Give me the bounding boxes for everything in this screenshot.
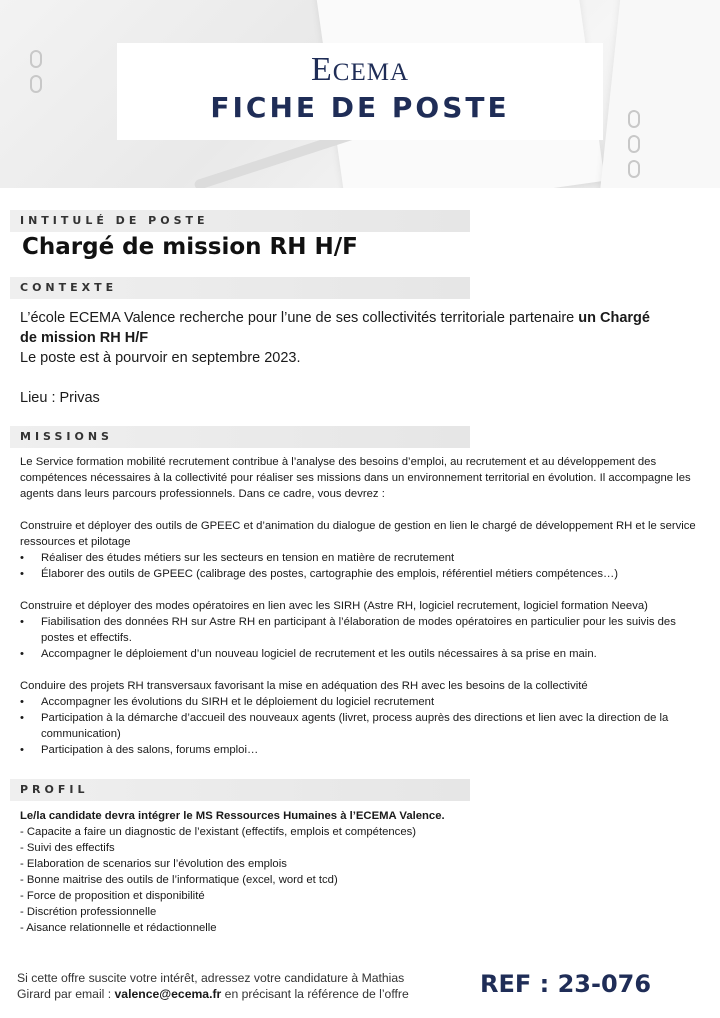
list-item xyxy=(20,646,710,662)
mission-heading: Construire et déployer des modes opératoires en lien avec les SIRH (Astre RH, logiciel recrutement, logiciel formation Neeva) xyxy=(20,600,648,612)
profil-body xyxy=(20,808,700,936)
mission-heading: Construire et déployer des outils de GPEEC et d’animation du dialogue de gestion en lien le chargé de développement RH et le service ressources et pilotage xyxy=(20,520,696,548)
page-title: FICHE DE POSTE xyxy=(210,91,510,124)
list-item xyxy=(20,566,710,582)
profil-item: - Discrétion professionnelle xyxy=(20,906,157,918)
application-note-suffix: en précisant la référence de l’offre xyxy=(221,987,409,1001)
spacer xyxy=(20,662,710,678)
list-item-text: Réaliser des études métiers sur les secteurs en tension en matière de recrutement xyxy=(41,552,455,564)
list-item xyxy=(20,742,710,758)
bullet-icon: • xyxy=(20,712,24,724)
profil-item: - Elaboration de scenarios sur l’évolution des emplois xyxy=(20,858,287,870)
list-item xyxy=(20,614,710,646)
contexte-body xyxy=(20,308,670,408)
list-item-text: Élaborer des outils de GPEEC (calibrage des postes, cartographie des emplois, référentiel métiers compétences…) xyxy=(41,568,619,580)
contexte-start: Le poste est à pourvoir en septembre 2023. xyxy=(20,350,301,366)
contexte-lieu: Lieu : Privas xyxy=(20,390,100,406)
contexte-intro-text: L’école ECEMA Valence recherche pour l’une de ses collectivités territoriale partenaire xyxy=(20,310,579,326)
ecema-logo-mark xyxy=(285,51,435,87)
mission-heading: Conduire des projets RH transversaux favorisant la mise en adéquation des RH avec les besoins de la collectivité xyxy=(20,680,588,692)
section-intitule: INTITULÉ DE POSTE xyxy=(10,210,470,232)
profil-lead: Le/la candidate devra intégrer le MS Ressources Humaines à l’ECEMA Valence. xyxy=(20,810,445,822)
bullet-icon: • xyxy=(20,568,24,580)
application-note xyxy=(17,970,467,1002)
contexte-intro-bold: un Chargé de mission RH H/F xyxy=(20,310,650,346)
section-missions: MISSIONS xyxy=(10,426,470,448)
ecema-logo xyxy=(117,51,603,96)
list-item xyxy=(20,694,710,710)
spacer xyxy=(20,368,670,388)
bullet-icon: • xyxy=(20,552,24,564)
contact-email-link[interactable]: valence@ecema.fr xyxy=(114,987,222,1001)
spacer xyxy=(20,502,710,518)
missions-body xyxy=(20,454,710,758)
profil-item: - Force de proposition et disponibilité xyxy=(20,890,205,902)
section-profil: PROFIL xyxy=(10,779,470,801)
bullet-icon: • xyxy=(20,696,24,708)
profil-item: - Aisance relationnelle et rédactionnelle xyxy=(20,922,217,934)
section-contexte: CONTEXTE xyxy=(10,277,470,299)
notebook-ring xyxy=(628,135,640,153)
list-item-text: Accompagner le déploiement d’un nouveau logiciel de recrutement et les outils nécessaires à sa prise en main. xyxy=(41,648,597,660)
contexte-intro xyxy=(20,308,670,348)
spacer xyxy=(20,582,710,598)
notebook-ring xyxy=(628,110,640,128)
list-item-text: Accompagner les évolutions du SIRH et le déploiement du logiciel recrutement xyxy=(41,696,435,708)
notebook-ring xyxy=(628,160,640,178)
missions-intro: Le Service formation mobilité recrutement contribue à l’analyse des besoins d’emploi, au recrutement et au développement des compétences nécessaires à la collectivité pour réaliser ses missions dans un environnement territorial en évolution. Il accompagne les agents dans leurs parcours professionnels. Dans ce cadre, vous devrez : xyxy=(20,456,691,500)
list-item-text: Fiabilisation des données RH sur Astre RH en participant à l’élaboration de modes opératoires en particulier pour les suivis des postes et effectifs. xyxy=(41,616,676,644)
job-title: Chargé de mission RH H/F xyxy=(22,234,358,260)
application-note-line1: Si cette offre suscite votre intérêt, adressez votre candidature à Mathias xyxy=(17,971,405,985)
svg-text:ECEMA: ECEMA xyxy=(310,51,410,87)
title-box xyxy=(117,43,603,140)
offer-reference: REF : 23-076 xyxy=(480,970,652,998)
list-item xyxy=(20,710,710,742)
background-notebook xyxy=(599,0,720,188)
profil-item: - Suivi des effectifs xyxy=(20,842,115,854)
bullet-icon: • xyxy=(20,616,24,628)
application-note-prefix: Girard par email : xyxy=(17,987,115,1001)
list-item xyxy=(20,550,710,566)
bullet-icon: • xyxy=(20,744,24,756)
profil-item: - Bonne maitrise des outils de l’informatique (excel, word et tcd) xyxy=(20,874,338,886)
list-item-text: Participation à la démarche d’accueil des nouveaux agents (livret, process auprès des directions et lien avec la direction de la communication) xyxy=(41,712,669,740)
application-note-line2 xyxy=(17,986,467,1002)
notebook-ring xyxy=(30,75,42,93)
list-item-text: Participation à des salons, forums emploi… xyxy=(41,744,259,756)
notebook-ring xyxy=(30,50,42,68)
profil-item: - Capacite a faire un diagnostic de l’existant (effectifs, emplois et compétences) xyxy=(20,826,417,838)
bullet-icon: • xyxy=(20,648,24,660)
